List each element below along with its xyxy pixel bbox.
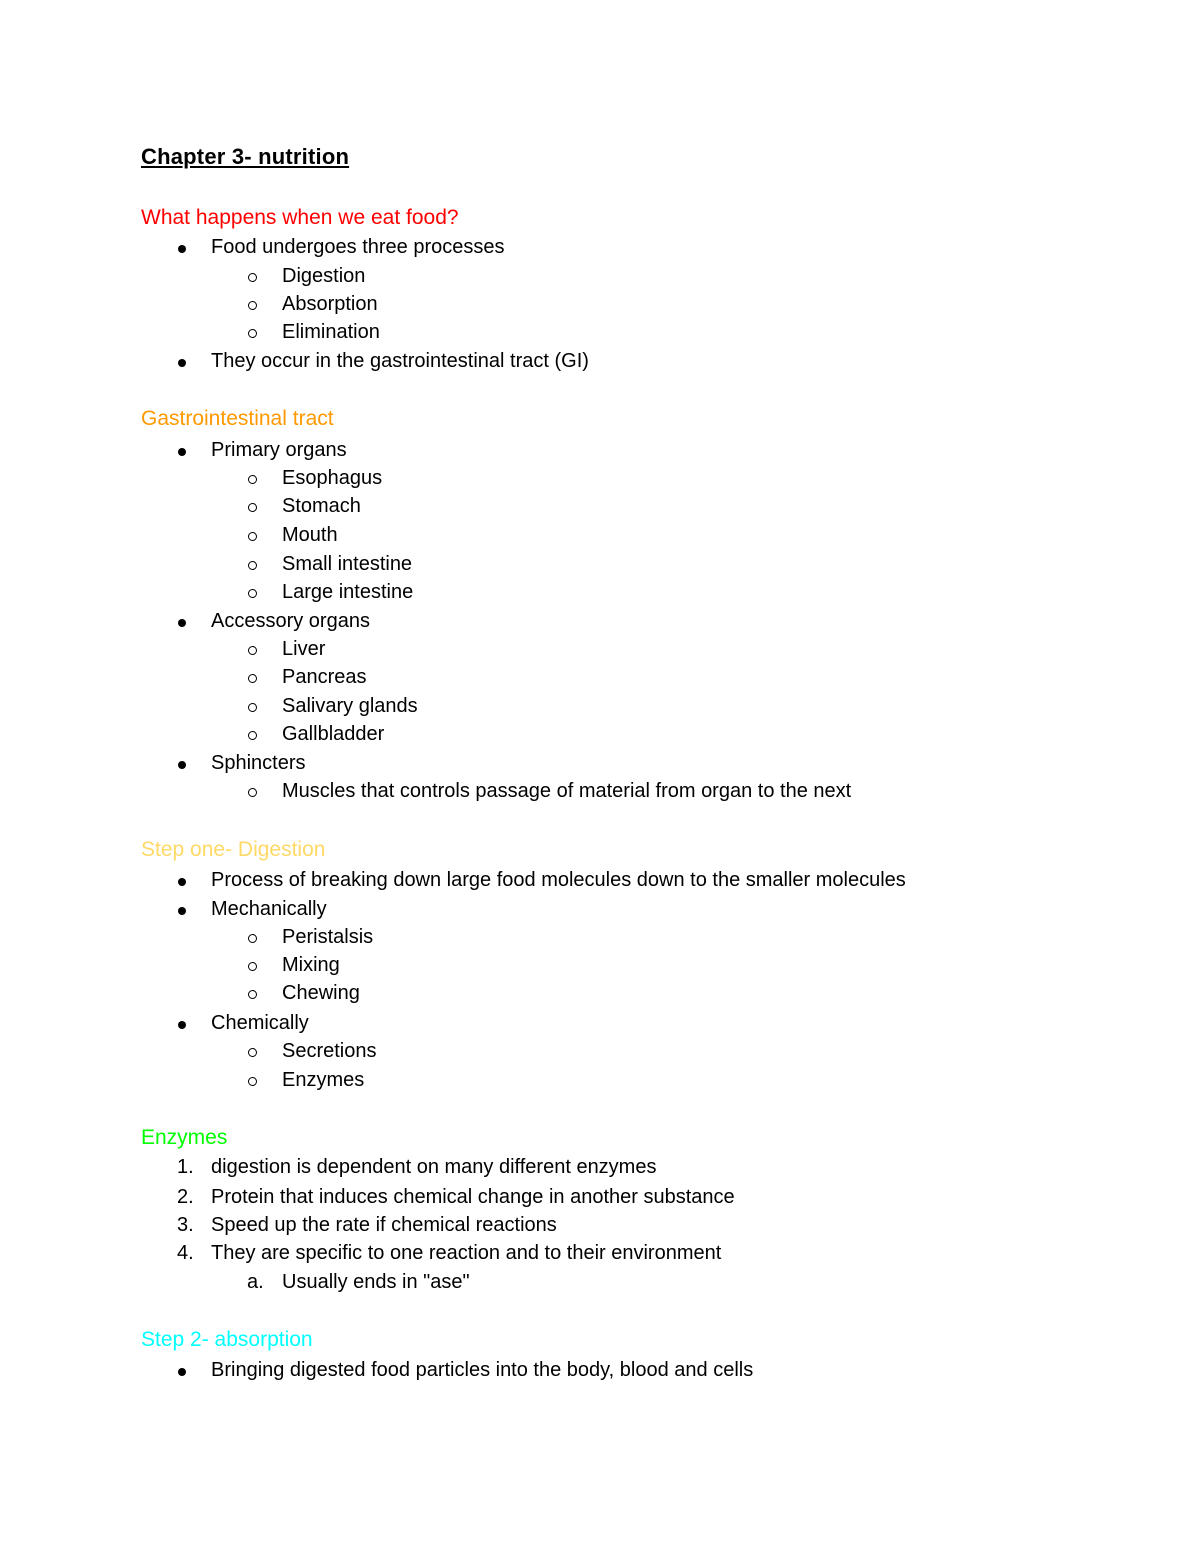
- circle-bullet-icon: [247, 663, 261, 691]
- circle-bullet-icon: [247, 578, 261, 606]
- circle-bullet-icon: [247, 464, 261, 492]
- section-heading-enzymes: Enzymes: [141, 1126, 228, 1149]
- document-page: Chapter 3- nutrition What happens when we eat food? Food undergoes three processes Digestion Absorption Elimination They occur in the gastrointestinal tract (GI) Gastrointestinal tract Primary organs Esophagus Stomach Mouth Small intestine Large intestine Accessory organs Liver Pancreas Salivary glands Gallbladder Sphincters Muscles that controls passage of material from organ to the next Step one- Digestion Process of breaking down large food molecules down to the smaller molecules Mechanically Peristalsis Mixing Chewing Chemically Secretions Enzymes Enzymes 1. digestion is dependent on many different enzymes 2. Protein that induces chemical change in another substance 3. Speed up the rate if chemical reactions 4. They are specific to one reaction and to their environment a. Usually ends in "ase" Step 2- absorption Bringing digested food particles into the body, blood and cells: [0, 0, 1200, 1553]
- list-number: 4.: [177, 1242, 194, 1264]
- circle-bullet-icon: [247, 318, 261, 346]
- list-number: 2.: [177, 1186, 194, 1208]
- circle-bullet-icon: [247, 777, 261, 805]
- page-title: Chapter 3- nutrition: [141, 144, 350, 169]
- bullet-icon: [177, 436, 191, 464]
- bullet-icon: [177, 347, 191, 375]
- bullet-icon: [177, 233, 191, 261]
- circle-bullet-icon: [247, 635, 261, 663]
- circle-bullet-icon: [247, 262, 261, 290]
- bullet-icon: [177, 1009, 191, 1037]
- circle-bullet-icon: [247, 692, 261, 720]
- circle-bullet-icon: [247, 979, 261, 1007]
- bullet-icon: [177, 749, 191, 777]
- circle-bullet-icon: [247, 720, 261, 748]
- bullet-icon: [177, 866, 191, 894]
- circle-bullet-icon: [247, 290, 261, 318]
- list-letter: a.: [247, 1271, 264, 1293]
- circle-bullet-icon: [247, 1037, 261, 1065]
- circle-bullet-icon: [247, 521, 261, 549]
- section-heading-digestion: Step one- Digestion: [141, 838, 326, 861]
- circle-bullet-icon: [247, 1066, 261, 1094]
- section-heading-gi-tract: Gastrointestinal tract: [141, 407, 334, 430]
- section-heading-absorption: Step 2- absorption: [141, 1328, 313, 1351]
- circle-bullet-icon: [247, 492, 261, 520]
- bullet-icon: [177, 1356, 191, 1384]
- circle-bullet-icon: [247, 550, 261, 578]
- list-number: 3.: [177, 1214, 194, 1236]
- list-number: 1.: [177, 1156, 194, 1178]
- bullet-icon: [177, 607, 191, 635]
- circle-bullet-icon: [247, 951, 261, 979]
- section-heading-what-happens: What happens when we eat food?: [141, 206, 459, 229]
- circle-bullet-icon: [247, 923, 261, 951]
- bullet-icon: [177, 895, 191, 923]
